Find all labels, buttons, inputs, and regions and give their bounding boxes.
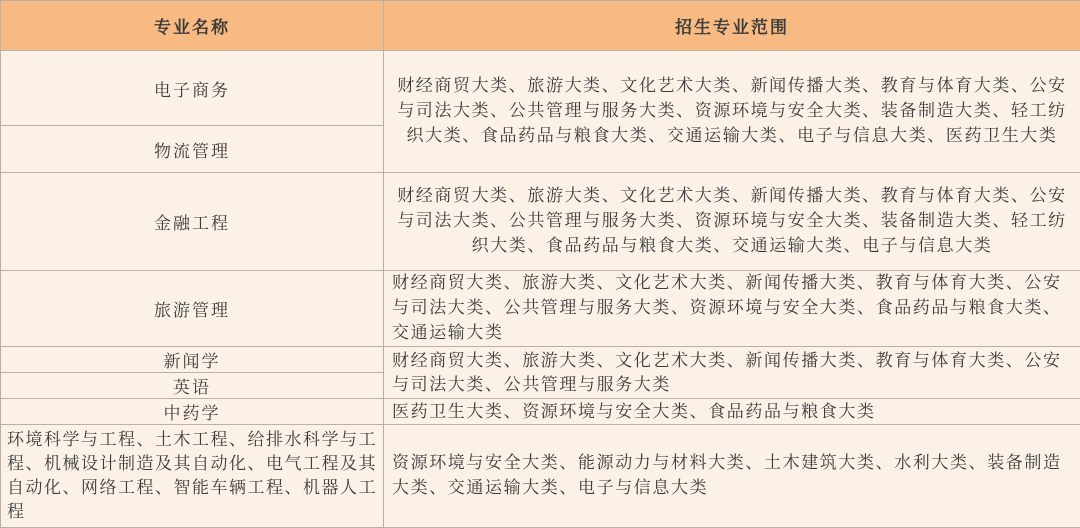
- table-row: [1, 51, 1080, 126]
- table-row: [1, 347, 1080, 373]
- range-cell: 财经商贸大类、旅游大类、文化艺术大类、新闻传播大类、教育与体育大类、公安与司法大类、公共管理与服务大类、资源环境与安全大类、食品药品与粮食大类、交通运输大类: [384, 271, 1080, 347]
- range-cell: 资源环境与安全大类、能源动力与材料大类、土木建筑大类、水利大类、装备制造大类、交通运输大类、电子与信息大类: [384, 425, 1080, 528]
- header-admission-range: 招生专业范围: [384, 1, 1080, 51]
- major-cell: 物流管理: [1, 126, 384, 173]
- major-cell: 英语: [1, 373, 384, 399]
- major-cell: 新闻学: [1, 347, 384, 373]
- table-row: [1, 173, 1080, 271]
- header-major-name: 专业名称: [1, 1, 384, 51]
- major-cell: 环境科学与工程、土木工程、给排水科学与工程、机械设计制造及其自动化、电气工程及其自动化、网络工程、智能车辆工程、机器人工程: [1, 425, 384, 528]
- range-cell: 财经商贸大类、旅游大类、文化艺术大类、新闻传播大类、教育与体育大类、公安与司法大类、公共管理与服务大类、资源环境与安全大类、装备制造大类、轻工纺织大类、食品药品与粮食大类、交通运输大类、电子与信息大类: [384, 173, 1080, 271]
- range-cell: 医药卫生大类、资源环境与安全大类、食品药品与粮食大类: [384, 399, 1080, 425]
- table-header-row: [1, 1, 1080, 51]
- major-cell: 旅游管理: [1, 271, 384, 347]
- major-cell: 电子商务: [1, 51, 384, 126]
- major-cell: 中药学: [1, 399, 384, 425]
- table-row: [1, 425, 1080, 528]
- major-cell: 金融工程: [1, 173, 384, 271]
- table-row: [1, 271, 1080, 347]
- table-row: [1, 399, 1080, 425]
- range-cell: 财经商贸大类、旅游大类、文化艺术大类、新闻传播大类、教育与体育大类、公安与司法大类、公共管理与服务大类、资源环境与安全大类、装备制造大类、轻工纺织大类、食品药品与粮食大类、交通运输大类、电子与信息大类、医药卫生大类: [384, 51, 1080, 173]
- range-cell: 财经商贸大类、旅游大类、文化艺术大类、新闻传播大类、教育与体育大类、公安与司法大类、公共管理与服务大类: [384, 347, 1080, 399]
